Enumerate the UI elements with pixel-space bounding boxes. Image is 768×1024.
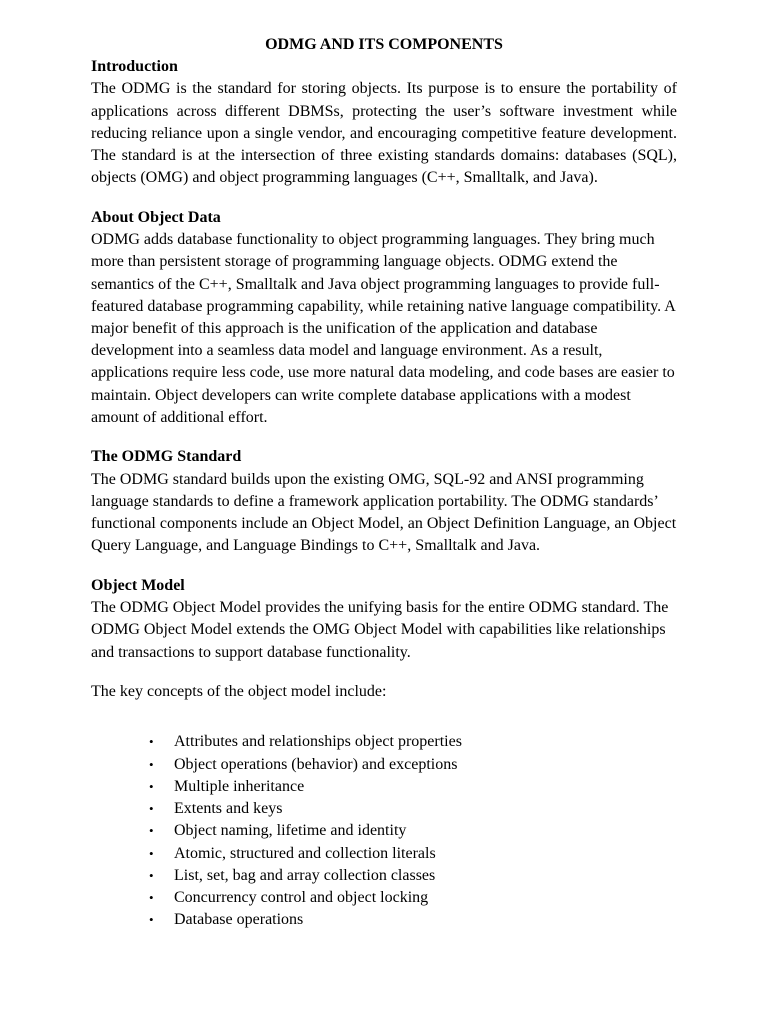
section-paragraph-object-model: The ODMG Object Model provides the unifying basis for the entire ODMG standard. The ODMG Object Model extends the OMG Object Model with capabilities like relationships and transactions to support database functionality.: [91, 599, 669, 661]
section-heading-about-object-data: About Object Data: [91, 208, 221, 226]
bullet-icon: •: [149, 912, 154, 928]
list-item-text: Attributes and relationships object properties: [174, 733, 462, 751]
paragraph-spacer: [91, 557, 677, 575]
list-item-text: Multiple inheritance: [174, 777, 305, 795]
list-item: [91, 754, 677, 776]
bullet-icon: •: [149, 823, 154, 839]
list-item: [91, 887, 677, 909]
paragraph-spacer: [91, 664, 677, 682]
document-page: [91, 34, 677, 931]
list-item: [91, 865, 677, 887]
bullet-icon: •: [149, 756, 154, 772]
document-title: ODMG AND ITS COMPONENTS: [265, 36, 503, 53]
key-concepts-list: [91, 731, 677, 931]
paragraph-spacer: [91, 189, 677, 207]
list-item-text: Concurrency control and object locking: [174, 888, 429, 906]
bullet-icon: •: [149, 801, 154, 817]
bullet-icon: •: [149, 867, 154, 883]
list-item: [91, 798, 677, 820]
bullet-icon: •: [149, 778, 154, 794]
list-item-text: Object naming, lifetime and identity: [174, 822, 407, 840]
list-item: [91, 731, 677, 753]
section-paragraph-introduction: The ODMG is the standard for storing objects. Its purpose is to ensure the portability of applications across different DBMSs, protecting the user’s software investment while reducing reliance upon a single vendor, and encouraging competitive feature development. The standard is at the intersection of three existing standards domains: databases (SQL), objects (OMG) and object programming languages (C++, Smalltalk, and Java).: [91, 80, 677, 187]
list-item-text: Database operations: [174, 911, 304, 929]
list-item-text: Atomic, structured and collection literals: [174, 844, 436, 862]
bullet-icon: •: [149, 845, 154, 861]
bullet-icon: •: [149, 734, 154, 750]
list-item: [91, 776, 677, 798]
section-heading-object-model: Object Model: [91, 576, 185, 594]
list-item-text: Extents and keys: [174, 800, 283, 818]
paragraph-spacer: [91, 429, 677, 447]
section-paragraph-odmg-standard: The ODMG standard builds upon the existing OMG, SQL-92 and ANSI programming language standards to define a framework application portability. The ODMG standards’ functional components include an Object Model, an Object Definition Language, an Object Query Language, and Language Bindings to C++, Smalltalk and Java.: [91, 470, 677, 555]
section-heading-introduction: Introduction: [91, 58, 178, 76]
list-item: [91, 909, 677, 931]
list-item-text: List, set, bag and array collection classes: [174, 866, 436, 884]
list-item: [91, 820, 677, 842]
section-paragraph-about-object-data: ODMG adds database functionality to object programming languages. They bring much more than persistent storage of programming language objects. ODMG extend the semantics of the C++, Smalltalk and Java object programming languages to provide full-featured database programming capability, while retaining native language compatibility. A major benefit of this approach is the unification of the application and database development into a seamless data model and language environment. As a result, applications require less code, use more natural data modeling, and code bases are easier to maintain. Object developers can write complete database applications with a modest amount of additional effort.: [91, 231, 675, 426]
key-concepts-intro: The key concepts of the object model include:: [91, 683, 387, 701]
list-item-text: Object operations (behavior) and exceptions: [174, 755, 458, 773]
list-item: [91, 843, 677, 865]
bullet-icon: •: [149, 889, 154, 905]
paragraph-spacer: [91, 703, 677, 731]
section-heading-odmg-standard: The ODMG Standard: [91, 448, 242, 466]
